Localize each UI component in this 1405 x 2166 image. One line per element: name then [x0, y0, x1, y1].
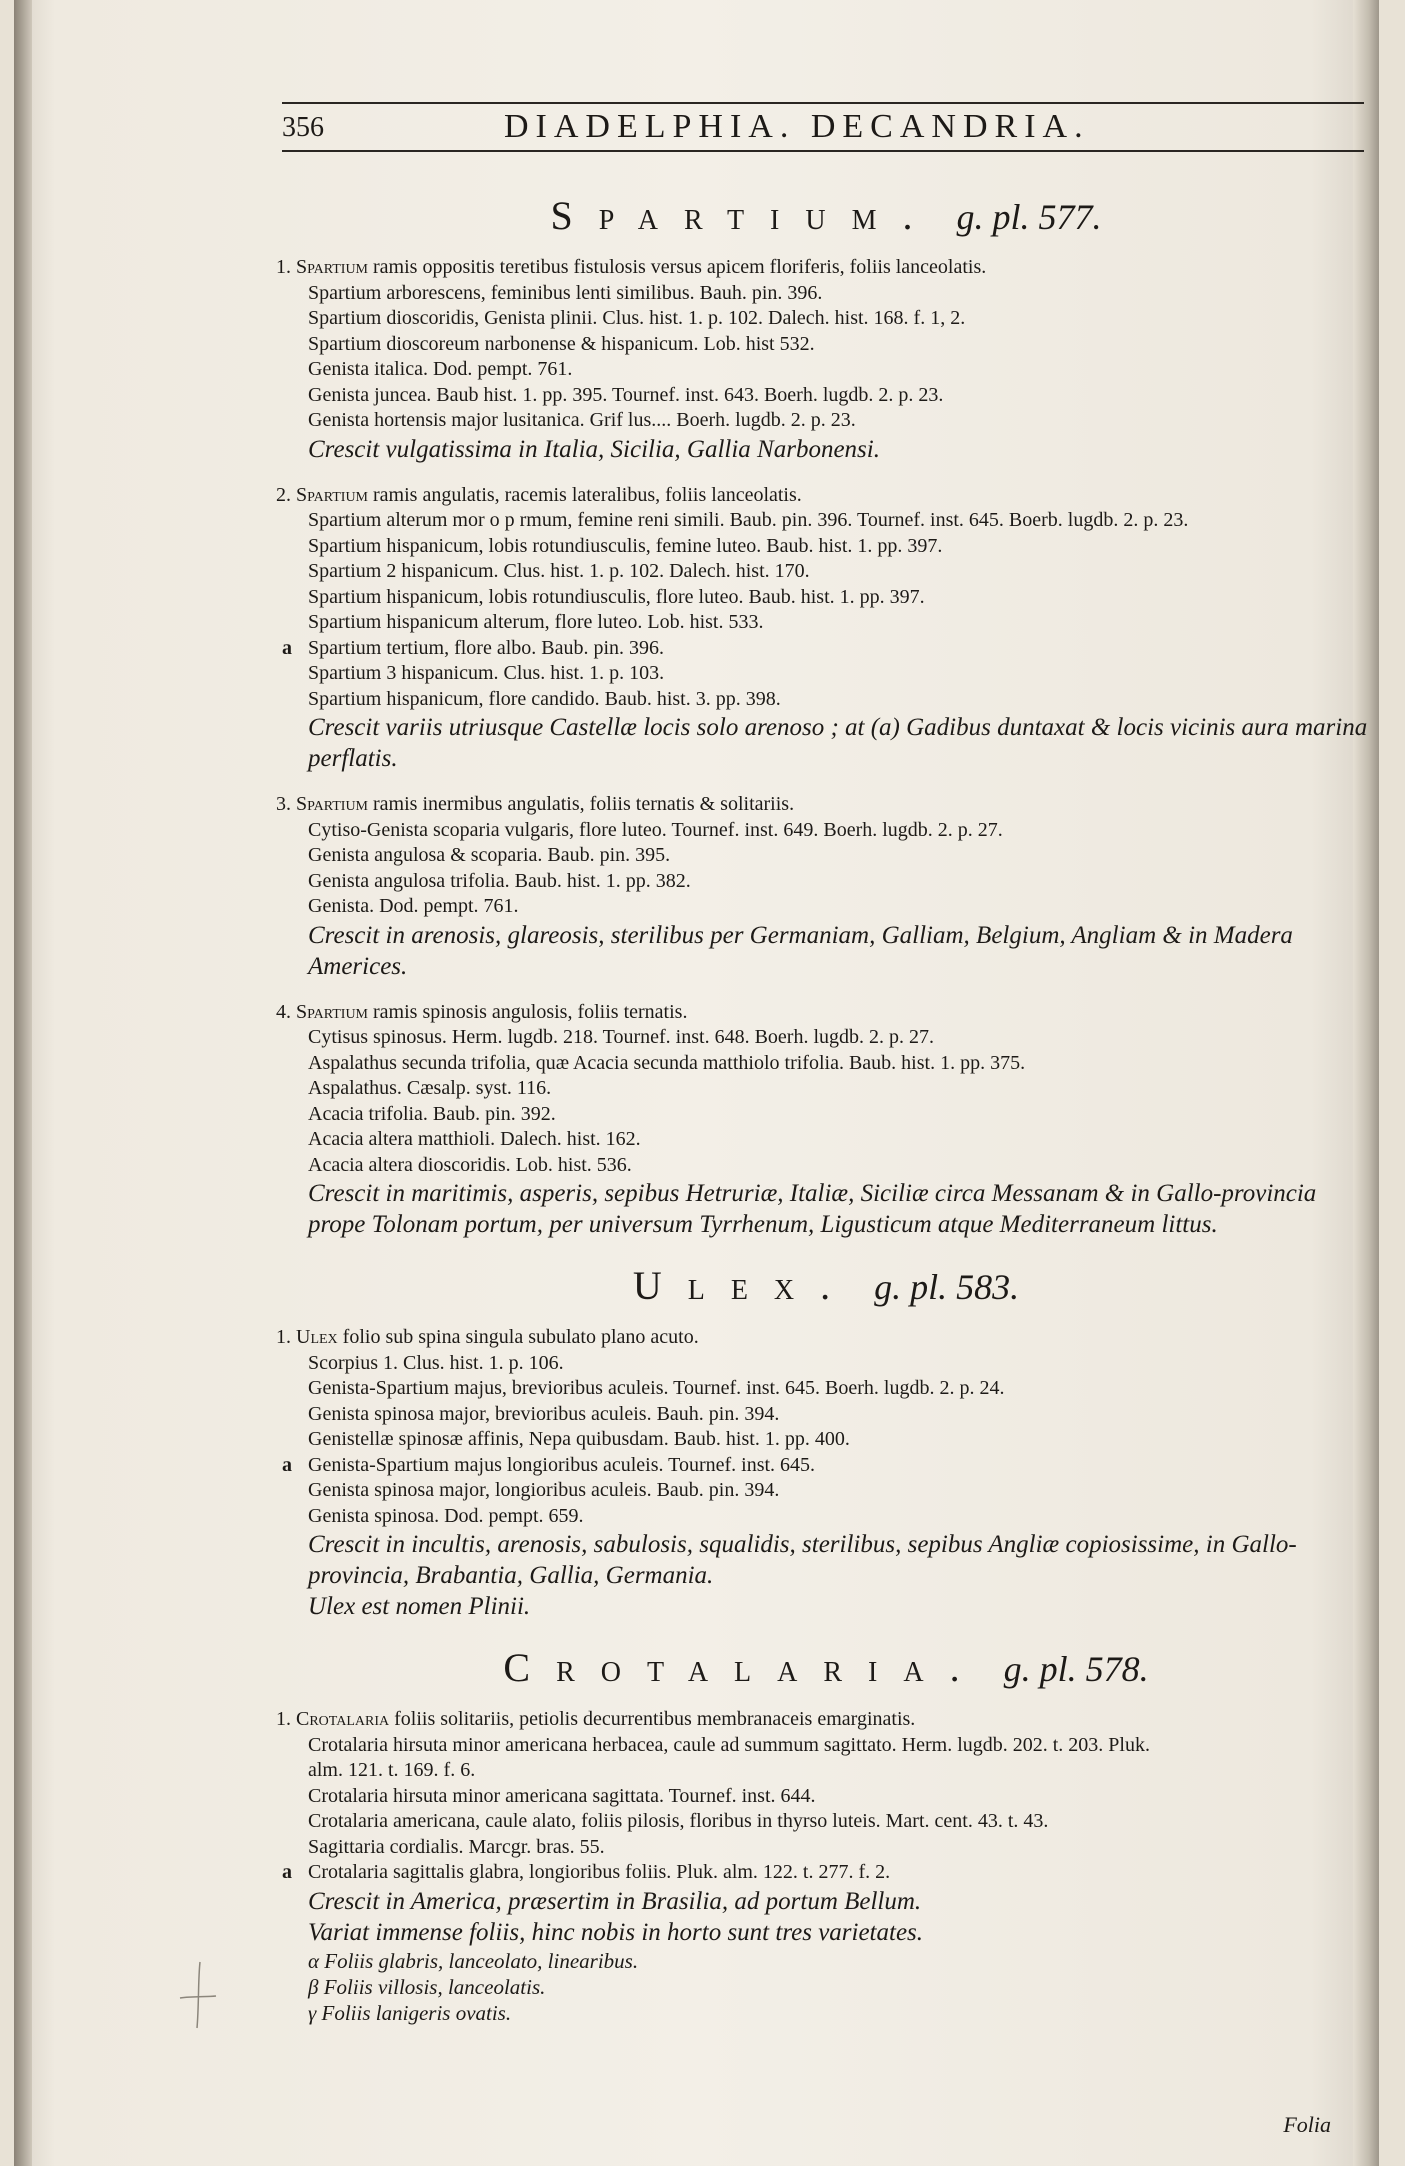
- synonym-line: [276, 818, 1376, 844]
- species-diagnosis: [276, 255, 1376, 281]
- habitat-note: [276, 712, 1376, 774]
- catchword: Folia: [1283, 2112, 1331, 2137]
- genus-reference: g. pl. 578.: [1003, 1649, 1149, 1689]
- synonym-line: [276, 610, 1376, 636]
- line-text: γ Foliis lanigeris ovatis.: [308, 2000, 512, 2025]
- species-diagnosis: [276, 483, 1376, 509]
- species-entry: [276, 1325, 1376, 1622]
- line-text: Genista spinosa major, brevioribus aculeis. Bauh. pin. 394.: [308, 1402, 780, 1425]
- species-number: 1. Spartium: [276, 256, 369, 278]
- diagnosis-text: ramis oppositis teretibus fistulosis versus apicem floriferis, foliis lanceolatis.: [368, 256, 987, 278]
- species-diagnosis: [276, 1325, 1376, 1351]
- line-text: Genista hortensis major lusitanica. Grif lus.... Boerh. lugdb. 2. p. 23.: [308, 409, 856, 431]
- synonym-line: [276, 1758, 1376, 1784]
- line-text: Spartium hispanicum, flore candido. Baub. hist. 3. pp. 398.: [308, 687, 781, 710]
- page-number: 356: [282, 112, 324, 143]
- variety-marker: a: [282, 1453, 292, 1476]
- line-text: Crescit in arenosis, glareosis, sterilibus per Germaniam, Galliam, Belgium, Angliam & in Madera Americes.: [308, 921, 1293, 980]
- habitat-note: [276, 434, 1376, 465]
- species-diagnosis: [276, 1707, 1376, 1733]
- line-text: Variat immense foliis, hinc nobis in horto sunt tres varietates.: [308, 1918, 924, 1946]
- line-text: α Foliis glabris, lanceolato, linearibus.: [308, 1948, 639, 1973]
- variety-marker: a: [282, 636, 292, 659]
- line-text: Genista-Spartium majus, brevioribus aculeis. Tournef. inst. 645. Boerh. lugdb. 2. p. 24.: [308, 1377, 1005, 1399]
- header-rule-bottom: [282, 150, 1364, 152]
- variety-line: [276, 1974, 1376, 2000]
- genus-reference: g. pl. 577.: [956, 197, 1102, 237]
- synonym-line: [276, 408, 1376, 434]
- line-text: Genista-Spartium majus longioribus aculeis. Tournef. inst. 645.: [308, 1453, 816, 1476]
- line-text: Crotalaria hirsuta minor americana sagittata. Tournef. inst. 644.: [308, 1784, 816, 1807]
- line-text: Spartium 2 hispanicum. Clus. hist. 1. p. 102. Dalech. hist. 170.: [308, 560, 810, 582]
- line-text: Genista spinosa major, longioribus aculeis. Baub. pin. 394.: [308, 1479, 780, 1501]
- synonym-line: [276, 559, 1376, 585]
- synonym-line: [276, 687, 1376, 713]
- line-text: Genistellæ spinosæ affinis, Nepa quibusdam. Baub. hist. 1. pp. 400.: [308, 1428, 850, 1450]
- synonym-line: [276, 636, 1376, 662]
- page: [14, 0, 1379, 2166]
- species-entry: [276, 1707, 1376, 2026]
- pencil-mark-icon: [178, 1960, 218, 2030]
- species-number: 1. Crotalaria: [276, 1708, 390, 1730]
- genus-name: Crotalaria.: [503, 1645, 986, 1690]
- synonym-line: [276, 1478, 1376, 1504]
- header-rule-top: [282, 102, 1364, 104]
- species-number: 3. Spartium: [276, 793, 369, 815]
- genus-heading: [276, 1258, 1376, 1315]
- synonym-line: [276, 1453, 1376, 1479]
- species-diagnosis: [276, 792, 1376, 818]
- line-text: Spartium arborescens, feminibus lenti similibus. Bauh. pin. 396.: [308, 281, 823, 304]
- synonym-line: [276, 357, 1376, 383]
- running-head-title: DIADELPHIA. DECANDRIA.: [504, 108, 1090, 145]
- synonym-line: [276, 869, 1376, 895]
- note-line: [276, 1917, 1376, 1948]
- variety-line: [276, 2000, 1376, 2026]
- genus-reference: g. pl. 583.: [874, 1267, 1020, 1307]
- line-text: Genista. Dod. pempt. 761.: [308, 895, 519, 917]
- genus-heading: [276, 1640, 1376, 1697]
- line-text: Genista italica. Dod. pempt. 761.: [308, 358, 573, 380]
- diagnosis-text: folio sub spina singula subulato plano acuto.: [337, 1326, 699, 1348]
- synonym-line: [276, 1835, 1376, 1861]
- habitat-note: [276, 1886, 1376, 1917]
- line-text: Genista juncea. Baub hist. 1. pp. 395. Tournef. inst. 643. Boerh. lugdb. 2. p. 23.: [308, 383, 944, 406]
- line-text: Spartium tertium, flore albo. Baub. pin. 396.: [308, 636, 665, 659]
- diagnosis-text: ramis angulatis, racemis lateralibus, foliis lanceolatis.: [368, 483, 802, 506]
- line-text: Acacia trifolia. Baub. pin. 392.: [308, 1102, 556, 1125]
- species-entry: [276, 792, 1376, 982]
- line-text: alm. 121. t. 169. f. 6.: [308, 1759, 476, 1781]
- line-text: Crotalaria americana, caule alato, foliis pilosis, floribus in thyrso luteis. Mart. cent. 43. t. 43.: [308, 1810, 1049, 1832]
- synonym-line: [276, 585, 1376, 611]
- species-number: 1. Ulex: [276, 1326, 338, 1348]
- line-text: Ulex est nomen Plinii.: [308, 1593, 531, 1620]
- synonym-line: [276, 1809, 1376, 1835]
- species-entry: [276, 483, 1376, 775]
- synonym-line: [276, 1051, 1376, 1077]
- species-number: 4. Spartium: [276, 1000, 369, 1023]
- book-spine-shadow: [14, 0, 32, 2166]
- synonym-line: [276, 1860, 1376, 1886]
- habitat-note: [276, 920, 1376, 982]
- variety-line: [276, 1948, 1376, 1974]
- synonym-line: [276, 383, 1376, 409]
- genus-name: Spartium.: [550, 193, 939, 238]
- line-text: Crescit vulgatissima in Italia, Sicilia, Gallia Narbonensi.: [308, 435, 880, 463]
- line-text: Crescit in incultis, arenosis, sabulosis, squalidis, sterilibus, sepibus Angliæ copiosissime, in Gallo-provincia, Brabantia, Gallia, Germania.: [308, 1531, 1297, 1589]
- line-text: Genista angulosa & scoparia. Baub. pin. 395.: [308, 844, 671, 866]
- synonym-line: [276, 1784, 1376, 1810]
- line-text: Genista angulosa trifolia. Baub. hist. 1. pp. 382.: [308, 869, 691, 892]
- running-header: [282, 96, 1372, 156]
- line-text: Cytisus spinosus. Herm. lugdb. 218. Tournef. inst. 648. Boerh. lugdb. 2. p. 27.: [308, 1026, 935, 1048]
- species-diagnosis: [276, 1000, 1376, 1026]
- line-text: Sagittaria cordialis. Marcgr. bras. 55.: [308, 1835, 605, 1858]
- genus-heading: [276, 188, 1376, 245]
- line-text: Crescit in America, præsertim in Brasilia, ad portum Bellum.: [308, 1887, 922, 1915]
- line-text: Crotalaria hirsuta minor americana herbacea, caule ad summum sagittato. Herm. lugdb. 202. t. 203. Pluk.: [308, 1733, 1150, 1756]
- synonym-line: [276, 1504, 1376, 1530]
- synonym-line: [276, 1427, 1376, 1453]
- species-number: 2. Spartium: [276, 483, 369, 506]
- note-line: [276, 1591, 1376, 1622]
- synonym-line: [276, 1102, 1376, 1128]
- species-entry: [276, 255, 1376, 465]
- synonym-line: [276, 1153, 1376, 1179]
- synonym-line: [276, 306, 1376, 332]
- variety-marker: a: [282, 1861, 292, 1883]
- synonym-line: [276, 894, 1376, 920]
- line-text: Aspalathus secunda trifolia, quæ Acacia secunda matthiolo trifolia. Baub. hist. 1. pp. 375.: [308, 1051, 1026, 1074]
- line-text: Scorpius 1. Clus. hist. 1. p. 106.: [308, 1351, 564, 1374]
- line-text: Spartium hispanicum, lobis rotundiusculis, femine luteo. Baub. hist. 1. pp. 397.: [308, 534, 943, 557]
- diagnosis-text: foliis solitariis, petiolis decurrentibus membranaceis emarginatis.: [389, 1708, 916, 1730]
- line-text: Crotalaria sagittalis glabra, longioribus foliis. Pluk. alm. 122. t. 277. f. 2.: [308, 1861, 891, 1883]
- line-text: Crescit in maritimis, asperis, sepibus Hetruriæ, Italiæ, Siciliæ circa Messanam & in Gallo-provincia prope Tolonam portum, per universum Tyrrhenum, Ligusticum atque Mediterraneum littus.: [308, 1180, 1317, 1238]
- species-entry: [276, 1000, 1376, 1241]
- line-text: Crescit variis utriusque Castellæ locis solo arenoso ; at (a) Gadibus duntaxat & locis vicinis aura marina perflatis.: [308, 714, 1368, 772]
- habitat-note: [276, 1178, 1376, 1240]
- synonym-line: [276, 332, 1376, 358]
- page-body: [276, 180, 1376, 2044]
- habitat-note: [276, 1529, 1376, 1591]
- diagnosis-text: ramis spinosis angulosis, foliis ternatis.: [368, 1000, 688, 1023]
- genus-name: Ulex.: [632, 1263, 857, 1308]
- line-text: Spartium alterum mor o p rmum, femine reni simili. Baub. pin. 396. Tournef. inst. 645. Boerb. lugdb. 2. p. 23.: [308, 509, 1189, 531]
- synonym-line: [276, 1025, 1376, 1051]
- synonym-line: [276, 508, 1376, 534]
- line-text: β Foliis villosis, lanceolatis.: [308, 1974, 546, 1999]
- line-text: Acacia altera dioscoridis. Lob. hist. 536.: [308, 1153, 632, 1176]
- synonym-line: [276, 843, 1376, 869]
- line-text: Acacia altera matthioli. Dalech. hist. 162.: [308, 1128, 641, 1150]
- synonym-line: [276, 661, 1376, 687]
- line-text: Genista spinosa. Dod. pempt. 659.: [308, 1504, 584, 1527]
- synonym-line: [276, 1076, 1376, 1102]
- synonym-line: [276, 1376, 1376, 1402]
- line-text: Spartium dioscoridis, Genista plinii. Clus. hist. 1. p. 102. Dalech. hist. 168. f. 1, 2.: [308, 307, 966, 329]
- line-text: Spartium dioscoreum narbonense & hispanicum. Lob. hist 532.: [308, 332, 815, 355]
- diagnosis-text: ramis inermibus angulatis, foliis ternatis & solitariis.: [368, 793, 795, 815]
- synonym-line: [276, 1402, 1376, 1428]
- line-text: Aspalathus. Cæsalp. syst. 116.: [308, 1077, 552, 1099]
- synonym-line: [276, 534, 1376, 560]
- line-text: Spartium 3 hispanicum. Clus. hist. 1. p. 103.: [308, 662, 665, 684]
- synonym-line: [276, 281, 1376, 307]
- synonym-line: [276, 1351, 1376, 1377]
- line-text: Cytiso-Genista scoparia vulgaris, flore luteo. Tournef. inst. 649. Boerh. lugdb. 2. p. 27.: [308, 818, 1003, 841]
- synonym-line: [276, 1733, 1376, 1759]
- line-text: Spartium hispanicum, lobis rotundiusculis, flore luteo. Baub. hist. 1. pp. 397.: [308, 585, 925, 608]
- synonym-line: [276, 1127, 1376, 1153]
- line-text: Spartium hispanicum alterum, flore luteo. Lob. hist. 533.: [308, 611, 764, 633]
